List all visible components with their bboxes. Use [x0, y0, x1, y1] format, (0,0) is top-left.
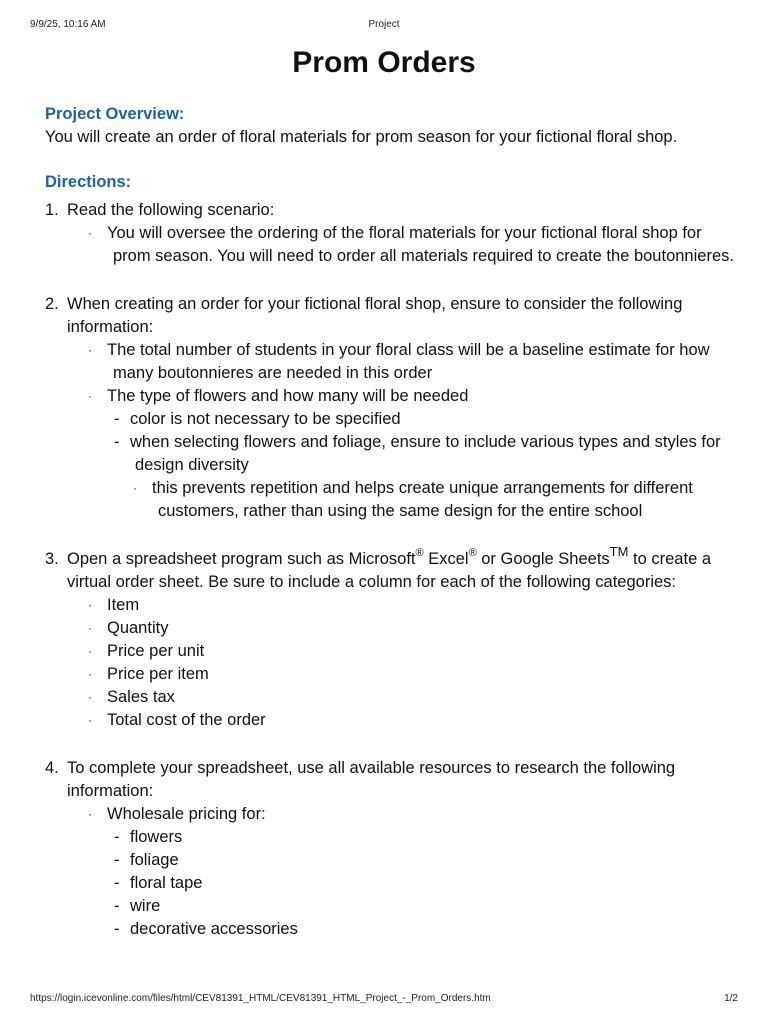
- bullet-marker: ·: [88, 598, 92, 612]
- print-datetime: 9/9/25, 10:16 AM: [30, 19, 106, 30]
- bullet-marker: ·: [88, 667, 92, 681]
- list-item: - wire: [67, 895, 735, 918]
- dash-marker: -: [114, 433, 120, 451]
- dash-marker: -: [114, 851, 120, 869]
- print-page-number: 1/2: [724, 993, 738, 1004]
- list-item: · this prevents repetition and helps create unique arrangements for different customers, rather than using the same design for the entire school: [133, 479, 693, 520]
- list-item: - flowers: [67, 826, 735, 849]
- item-number: 4.: [45, 759, 59, 777]
- item-number: 2.: [45, 295, 59, 313]
- item-number: 1.: [45, 201, 59, 219]
- list-item: · Item: [67, 594, 735, 617]
- overview-text: You will create an order of floral materials for prom season for your fictional floral shop.: [45, 128, 678, 146]
- dash-marker: -: [114, 920, 120, 938]
- list-item: - foliage: [67, 849, 735, 872]
- list-item: - decorative accessories: [67, 918, 735, 941]
- list-item: · Sales tax: [67, 686, 735, 709]
- bullet-marker: ·: [88, 343, 92, 357]
- direction-item-4: [45, 757, 735, 941]
- overview-heading: Project Overview:: [45, 105, 185, 123]
- item-text: Read the following scenario:: [67, 201, 275, 219]
- list-item: - color is not necessary to be specified: [67, 408, 735, 431]
- direction-item-2: [45, 293, 735, 523]
- list-item: · Total cost of the order: [67, 709, 735, 732]
- dash-marker: -: [114, 410, 120, 428]
- directions-heading: Directions:: [45, 173, 132, 191]
- list-item: · The type of flowers and how many will be needed: [67, 385, 735, 408]
- page-title: Prom Orders: [292, 46, 476, 79]
- document-body: [45, 103, 735, 941]
- list-item: · Quantity: [67, 617, 735, 640]
- dash-marker: -: [114, 874, 120, 892]
- print-url: https://login.icevonline.com/files/html/CEV81391_HTML/CEV81391_HTML_Project_-_Prom_Orders.htm: [30, 993, 491, 1004]
- bullet-marker: ·: [88, 713, 92, 727]
- bullet-marker: ·: [88, 389, 92, 403]
- list-item: - when selecting flowers and foliage, ensure to include various types and styles for design diversity: [114, 433, 721, 474]
- list-item: · The total number of students in your floral class will be a baseline estimate for how many boutonnieres are needed in this order: [88, 341, 710, 382]
- list-item: · Price per unit: [67, 640, 735, 663]
- trademark-mark: TM: [609, 543, 629, 559]
- dash-marker: -: [114, 897, 120, 915]
- bullet-marker: ·: [88, 226, 92, 240]
- direction-item-1: [45, 199, 735, 268]
- item-text: Open a spreadsheet program such as Microsoft® Excel® or Google Sheets™ to create a virtual order sheet. Be sure to include a column for each of the following categories:: [67, 543, 712, 591]
- bullet-marker: ·: [88, 644, 92, 658]
- print-page-label: Project: [368, 19, 400, 30]
- bullet-marker: ·: [88, 807, 92, 821]
- item-number: 3.: [45, 550, 59, 568]
- list-item: - floral tape: [67, 872, 735, 895]
- list-item: · Wholesale pricing for:: [67, 803, 735, 826]
- bullet-marker: ·: [133, 481, 137, 495]
- list-item: · Price per item: [67, 663, 735, 686]
- registered-mark: ®: [468, 546, 477, 559]
- registered-mark: ®: [415, 546, 424, 559]
- direction-item-3: [45, 543, 735, 732]
- item-text: When creating an order for your fictional floral shop, ensure to consider the following information:: [67, 295, 683, 336]
- bullet-marker: ·: [88, 690, 92, 704]
- bullet-marker: ·: [88, 621, 92, 635]
- dash-marker: -: [114, 828, 120, 846]
- item-text: To complete your spreadsheet, use all available resources to research the following information:: [67, 759, 676, 800]
- list-item: · You will oversee the ordering of the floral materials for your fictional floral shop for prom season. You will need to order all materials required to create the boutonnieres.: [88, 224, 734, 265]
